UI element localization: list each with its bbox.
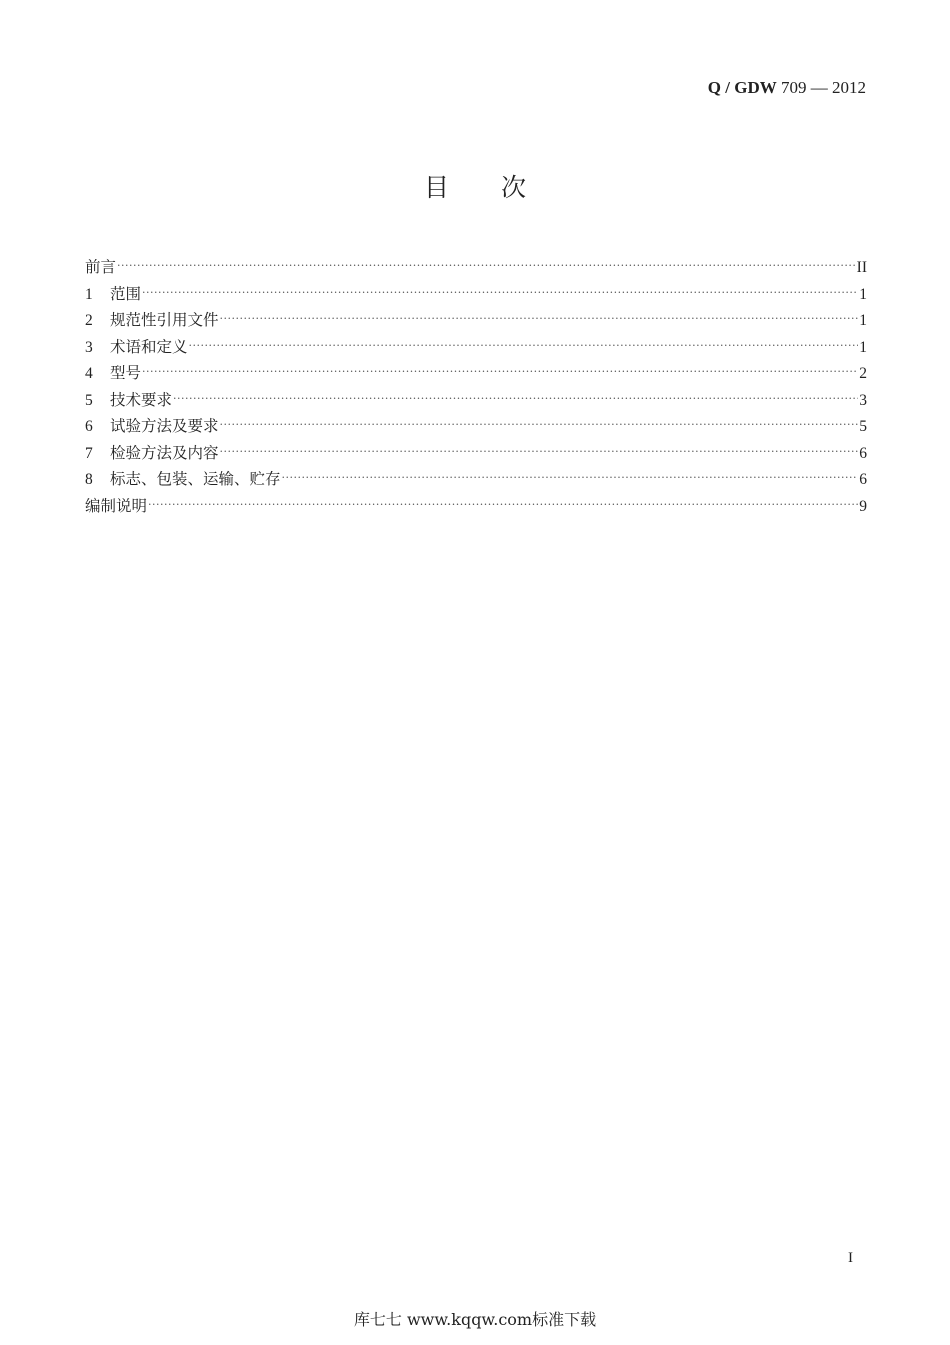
toc-entry-4[interactable] [85, 360, 867, 387]
toc-leader-dots [148, 492, 858, 518]
toc-entry-6[interactable] [85, 413, 867, 440]
toc-entry-label: 检验方法及内容 [110, 443, 219, 462]
toc-entry-label: 编制说明 [85, 496, 148, 515]
footer-watermark: 库七七 www.kqqw.com标准下载 [353, 1310, 597, 1329]
toc-entry-2[interactable] [85, 307, 867, 334]
toc-entry-label: 型号 [110, 364, 142, 382]
toc-entry-page: 1 [859, 338, 867, 356]
toc-leader-dots [173, 386, 858, 412]
page-title: 目次 [423, 173, 578, 202]
toc-entry-label: 规范性引用文件 [110, 311, 219, 329]
toc-entry-page: 1 [859, 285, 867, 303]
toc-leader-dots [282, 465, 859, 491]
toc-leader-dots [220, 306, 859, 332]
toc-leader-dots [142, 359, 858, 385]
toc-entry-label: 范围 [110, 284, 142, 303]
standard-code-prefix: Q / GDW [707, 78, 777, 97]
toc-entry-7[interactable] [85, 440, 867, 467]
toc-entry-number: 1 [85, 285, 93, 303]
toc-entry-number: 7 [85, 444, 93, 462]
toc-entry-page: 5 [859, 418, 867, 435]
toc-entry-page: 6 [859, 444, 867, 462]
page-number: I [848, 1250, 853, 1266]
toc-entry-3[interactable] [85, 334, 867, 361]
toc-entry-number: 3 [85, 338, 93, 356]
toc-entry-label: 试验方法及要求 [110, 417, 219, 435]
toc-entry-5[interactable] [85, 387, 867, 414]
toc-entry-explanation[interactable] [85, 493, 867, 520]
toc-entry-number: 6 [85, 418, 93, 435]
toc-entry-page: 2 [859, 365, 867, 382]
toc-leader-dots [117, 253, 856, 279]
toc-entry-label: 前言 [85, 258, 117, 276]
standard-code [708, 78, 866, 98]
toc-entry-number: 4 [85, 365, 93, 382]
table-of-contents [85, 254, 867, 519]
toc-entry-number: 8 [85, 471, 93, 488]
toc-entry-label: 标志、包装、运输、贮存 [110, 470, 281, 488]
toc-entry-number: 5 [85, 391, 93, 409]
standard-code-number: 709 — 2012 [781, 78, 866, 97]
toc-entry-label: 技术要求 [110, 390, 173, 409]
toc-leader-dots [220, 439, 859, 465]
toc-entry-label: 术语和定义 [110, 337, 188, 356]
toc-entry-page: 3 [859, 391, 867, 409]
toc-entry-foreword[interactable] [85, 254, 867, 281]
toc-entry-1[interactable] [85, 281, 867, 308]
toc-entry-number: 2 [85, 312, 93, 329]
toc-leader-dots [220, 412, 859, 438]
toc-entry-8[interactable] [85, 466, 867, 493]
toc-entry-page: II [856, 259, 867, 276]
toc-entry-page: 1 [859, 312, 867, 329]
toc-entry-page: 9 [859, 497, 867, 515]
toc-entry-page: 6 [859, 471, 867, 488]
toc-leader-dots [142, 280, 858, 306]
toc-leader-dots [189, 333, 859, 359]
